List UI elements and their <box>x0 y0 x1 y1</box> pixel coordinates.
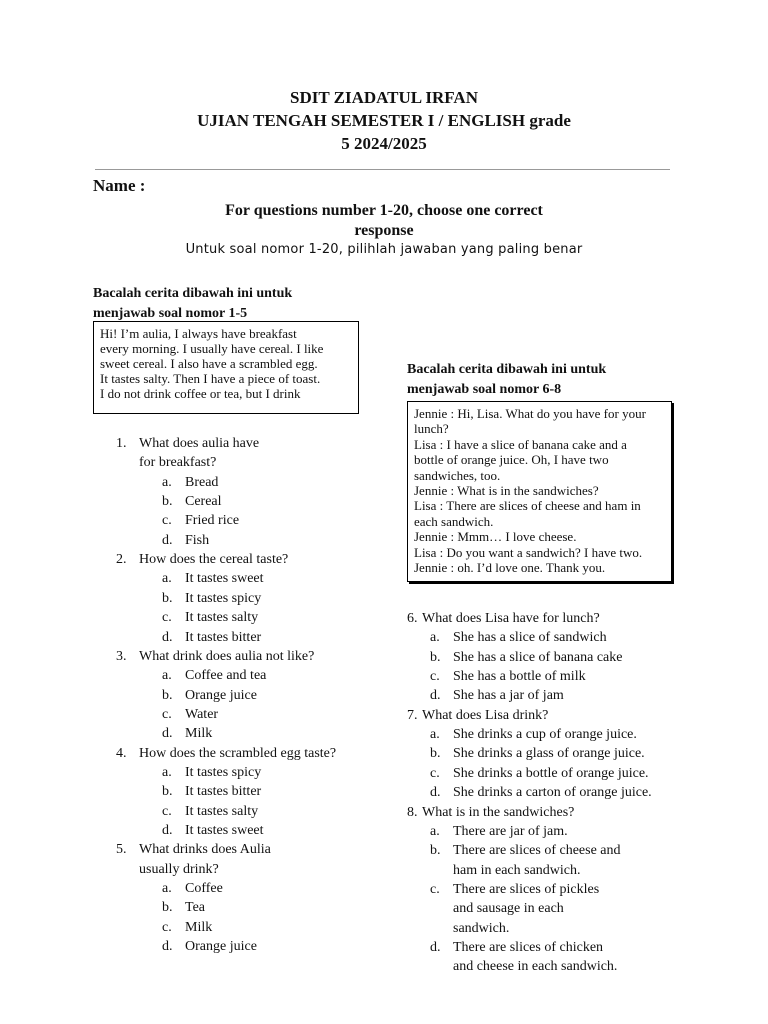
option-letter: c. <box>162 919 172 935</box>
option-letter: c. <box>162 706 172 722</box>
option-letter: b. <box>430 843 441 859</box>
story-line: every morning. I usually have cereal. I like <box>100 341 324 356</box>
school-name: SDIT ZIADATUL IRFAN <box>290 88 478 107</box>
option-letter: c. <box>162 610 172 626</box>
answer-option[interactable]: There are slices of pickles <box>453 881 600 897</box>
option-letter: d. <box>162 939 173 955</box>
option-letter: d. <box>430 939 441 955</box>
option-letter: a. <box>430 727 440 743</box>
question-text: What is in the sandwiches? <box>422 804 575 820</box>
questions-right-column <box>384 0 768 1024</box>
option-letter: d. <box>430 785 441 801</box>
section1-title-line1: Bacalah cerita dibawah ini untuk <box>93 286 293 301</box>
name-label: Name : <box>93 176 146 195</box>
answer-option[interactable]: Cereal <box>185 494 222 510</box>
question-text: How does the scrambled egg taste? <box>139 745 337 761</box>
dialog-line: Jennie : What is in the sandwiches? <box>414 483 599 499</box>
answer-option[interactable]: Milk <box>185 919 213 935</box>
option-letter: b. <box>162 687 173 703</box>
instruction-en-line2: response <box>354 222 414 239</box>
dialog-line: Jennie : Mmm… I love cheese. <box>414 529 577 545</box>
answer-option[interactable]: It tastes bitter <box>185 784 262 800</box>
story-line: Hi! I’m aulia, I always have breakfast <box>100 326 297 341</box>
dialog-line: bottle of orange juice. Oh, I have two <box>414 452 609 468</box>
answer-option[interactable]: She drinks a glass of orange juice. <box>453 746 645 762</box>
answer-option[interactable]: ham in each sandwich. <box>453 862 581 878</box>
story-line: I do not drink coffee or tea, but I drink <box>100 386 301 401</box>
answer-option[interactable]: It tastes salty <box>185 803 259 819</box>
option-letter: c. <box>162 513 172 529</box>
option-letter: c. <box>430 881 440 897</box>
answer-option[interactable]: Orange juice <box>185 939 257 955</box>
answer-option[interactable]: Coffee and tea <box>185 668 267 684</box>
answer-option[interactable]: Orange juice <box>185 687 257 703</box>
question-number: 2. <box>116 552 127 568</box>
answer-option[interactable]: It tastes spicy <box>185 764 262 780</box>
option-letter: c. <box>162 803 172 819</box>
instruction-id: Untuk soal nomor 1-20, pilihlah jawaban yang paling benar <box>185 242 583 257</box>
option-letter: b. <box>162 494 173 510</box>
answer-option[interactable]: It tastes bitter <box>185 629 262 645</box>
question-number: 3. <box>116 648 127 664</box>
question-text: What drinks does Aulia <box>139 842 271 858</box>
dialog-line: lunch? <box>414 421 449 437</box>
answer-option[interactable]: and cheese in each sandwich. <box>453 959 618 975</box>
question-text: What does Lisa drink? <box>422 707 549 723</box>
option-letter: a. <box>162 764 172 780</box>
question-number: 4. <box>116 745 127 761</box>
option-letter: b. <box>430 649 441 665</box>
question-text: What drink does aulia not like? <box>139 648 315 664</box>
answer-option[interactable]: She has a bottle of milk <box>453 669 586 685</box>
answer-option[interactable]: and sausage in each <box>453 901 564 917</box>
answer-option[interactable]: Water <box>185 706 219 722</box>
option-letter: a. <box>162 571 172 587</box>
answer-option[interactable]: Bread <box>185 474 219 490</box>
option-letter: d. <box>162 532 173 548</box>
answer-option[interactable]: It tastes sweet <box>185 571 264 587</box>
answer-option[interactable]: Milk <box>185 726 213 742</box>
answer-option[interactable]: She has a slice of sandwich <box>453 630 607 646</box>
answer-option[interactable]: She drinks a bottle of orange juice. <box>453 765 649 781</box>
dialog-line: Lisa : Do you want a sandwich? I have two. <box>414 544 643 560</box>
section2-title-line1: Bacalah cerita dibawah ini untuk <box>407 362 607 377</box>
question-text: How does the cereal taste? <box>139 552 289 568</box>
option-letter: b. <box>430 746 441 762</box>
question-number: 5. <box>116 842 127 858</box>
option-letter: a. <box>162 474 172 490</box>
option-letter: d. <box>162 726 173 742</box>
answer-option[interactable]: Coffee <box>185 881 223 897</box>
option-letter: d. <box>162 629 173 645</box>
answer-option[interactable]: She has a slice of banana cake <box>453 649 623 665</box>
exam-title-line2: 5 2024/2025 <box>341 134 427 153</box>
question-number: 1. <box>116 436 127 451</box>
answer-option[interactable]: There are slices of chicken <box>453 939 604 955</box>
option-letter: b. <box>162 590 173 606</box>
option-letter: b. <box>162 900 173 916</box>
section1-title-line2: menjawab soal nomor 1-5 <box>93 306 248 321</box>
answer-option[interactable]: She has a jar of jam <box>453 688 564 704</box>
question-text: What does Lisa have for lunch? <box>422 611 600 626</box>
option-letter: c. <box>430 669 440 685</box>
section2-title-line2: menjawab soal nomor 6-8 <box>407 382 562 397</box>
option-letter: a. <box>162 668 172 684</box>
answer-option[interactable]: Fish <box>185 532 210 548</box>
answer-option[interactable]: It tastes salty <box>185 610 259 626</box>
answer-option[interactable]: Fried rice <box>185 513 240 529</box>
option-letter: a. <box>430 823 440 839</box>
answer-option[interactable]: It tastes spicy <box>185 590 262 606</box>
dialog-line: each sandwich. <box>414 513 494 529</box>
story-line: sweet cereal. I also have a scrambled egg. <box>100 356 318 371</box>
question-number: 6. <box>407 611 418 626</box>
option-letter: a. <box>162 881 172 897</box>
option-letter: c. <box>430 765 440 781</box>
instruction-en-line1: For questions number 1-20, choose one correct <box>225 202 543 219</box>
exam-title-line1: UJIAN TENGAH SEMESTER I / ENGLISH grade <box>197 111 571 130</box>
question-text: usually drink? <box>139 861 219 877</box>
answer-option[interactable]: sandwich. <box>453 920 510 936</box>
option-letter: d. <box>162 823 173 838</box>
story-line: It tastes salty. Then I have a piece of toast. <box>100 371 321 386</box>
answer-option[interactable]: There are slices of cheese and <box>453 843 621 859</box>
dialog-line: sandwiches, too. <box>414 467 501 483</box>
option-letter: d. <box>430 688 441 704</box>
question-text: for breakfast? <box>139 455 217 471</box>
answer-option[interactable]: Tea <box>185 900 206 916</box>
answer-option[interactable]: She drinks a carton of orange juice. <box>453 785 652 801</box>
dialog-line: Jennie : oh. I’d love one. Thank you. <box>414 560 606 576</box>
dialog-line: Jennie : Hi, Lisa. What do you have for your <box>414 406 646 421</box>
dialog-line: Lisa : I have a slice of banana cake and a <box>414 436 627 452</box>
answer-option[interactable]: There are jar of jam. <box>453 823 568 839</box>
answer-option[interactable]: It tastes sweet <box>185 823 264 838</box>
question-number: 8. <box>407 804 418 820</box>
question-text: What does aulia have <box>139 436 260 451</box>
answer-option[interactable]: She drinks a cup of orange juice. <box>453 727 637 743</box>
option-letter: b. <box>162 784 173 800</box>
dialog-line: Lisa : There are slices of cheese and ham in <box>414 498 641 514</box>
option-letter: a. <box>430 630 440 646</box>
question-number: 7. <box>407 707 418 723</box>
